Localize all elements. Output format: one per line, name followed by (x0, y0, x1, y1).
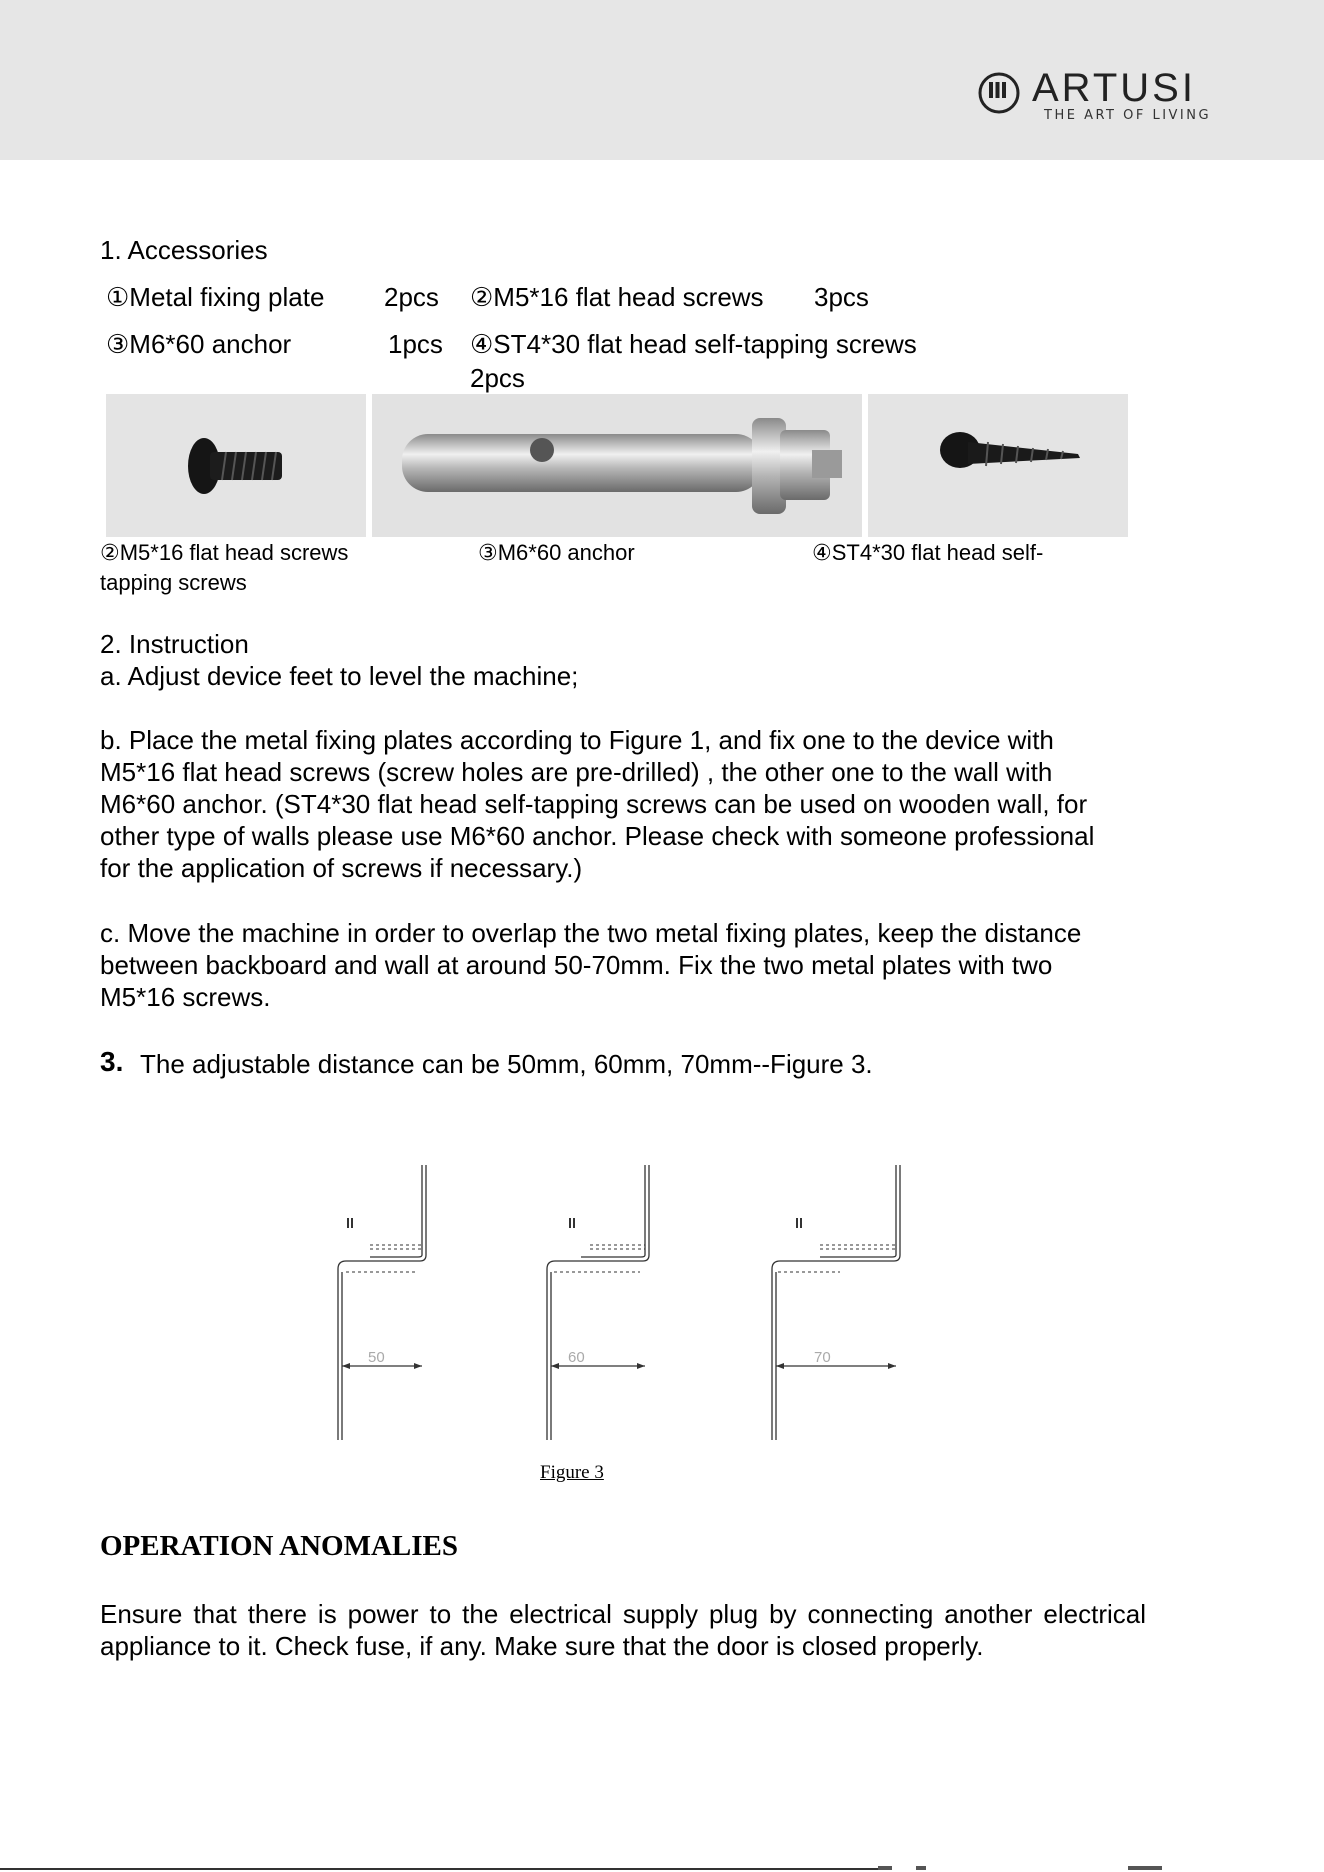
accessory-item-name: ②M5*16 flat head screws (470, 282, 764, 312)
accessory-item-qty: 3pcs (814, 282, 869, 312)
brand-tagline: THE ART OF LIVING (1044, 108, 1212, 123)
footer-mark (878, 1866, 892, 1870)
brand-mark-icon (978, 72, 1020, 114)
photo-self-tapping-screw (868, 394, 1128, 537)
instruction-step-b: b. Place the metal fixing plates according to Figure 1, and fix one to the device with M5*16 flat head screws (screw holes are pre-drilled) , the other one to the wall with M6*60 anchor. (ST4*30 flat head self-tapping screws can be used on wooden wall, for other type of walls please use M6*60 anchor. Please check with someone professional for the application of screws if necessary.) (100, 725, 1095, 883)
anomalies-text: Ensure that there is power to the electrical supply plug by connecting another electrical appliance to it. Check fuse, if any. Make sure that the door is closed properly. (100, 1599, 1146, 1661)
photo-caption: tapping screws (100, 570, 247, 595)
anomalies-heading: OPERATION ANOMALIES (100, 1530, 458, 1562)
accessory-item-name: ④ST4*30 flat head self-tapping screws (470, 329, 917, 359)
section-number: 3. (100, 1046, 124, 1077)
anchor-bolt-icon (372, 394, 862, 537)
accessory-item-name: ①Metal fixing plate (106, 282, 325, 312)
footer-mark (916, 1866, 926, 1870)
page-header (0, 0, 1324, 160)
brand-name: ARTUSI (1032, 66, 1196, 110)
flat-head-screw-icon (106, 394, 366, 537)
bracket-distance-diagram (300, 1160, 940, 1440)
instruction-step-a: a. Adjust device feet to level the machine; (100, 661, 579, 691)
figure-caption: Figure 3 (540, 1462, 604, 1483)
accessory-item-qty: 2pcs (384, 282, 439, 312)
accessories-heading: 1. Accessories (100, 235, 268, 265)
dimension-label: 70 (814, 1349, 831, 1366)
dimension-label: 60 (568, 1349, 585, 1366)
accessory-item-qty: 1pcs (388, 329, 443, 359)
section-3-text: The adjustable distance can be 50mm, 60mm, 70mm--Figure 3. (140, 1049, 873, 1079)
photo-caption: ③M6*60 anchor (478, 540, 635, 565)
photo-caption: ②M5*16 flat head screws (100, 540, 349, 565)
dimension-label: 50 (368, 1349, 385, 1366)
photo-caption: ④ST4*30 flat head self- (812, 540, 1044, 565)
brand-logo (978, 66, 1238, 128)
footer-rule (0, 1868, 880, 1870)
photo-flat-head-screw (106, 394, 366, 537)
figure-3-drawing (300, 1160, 940, 1440)
photo-anchor (372, 394, 862, 537)
accessory-item-qty: 2pcs (470, 363, 525, 393)
accessory-item-name: ③M6*60 anchor (106, 329, 292, 359)
self-tapping-screw-icon (868, 394, 1128, 537)
instruction-heading: 2. Instruction (100, 629, 249, 659)
instruction-step-c: c. Move the machine in order to overlap the two metal fixing plates, keep the distance between backboard and wall at around 50-70mm. Fix the two metal plates with two M5*16 screws. (100, 918, 1082, 1012)
footer-mark (1128, 1866, 1162, 1870)
